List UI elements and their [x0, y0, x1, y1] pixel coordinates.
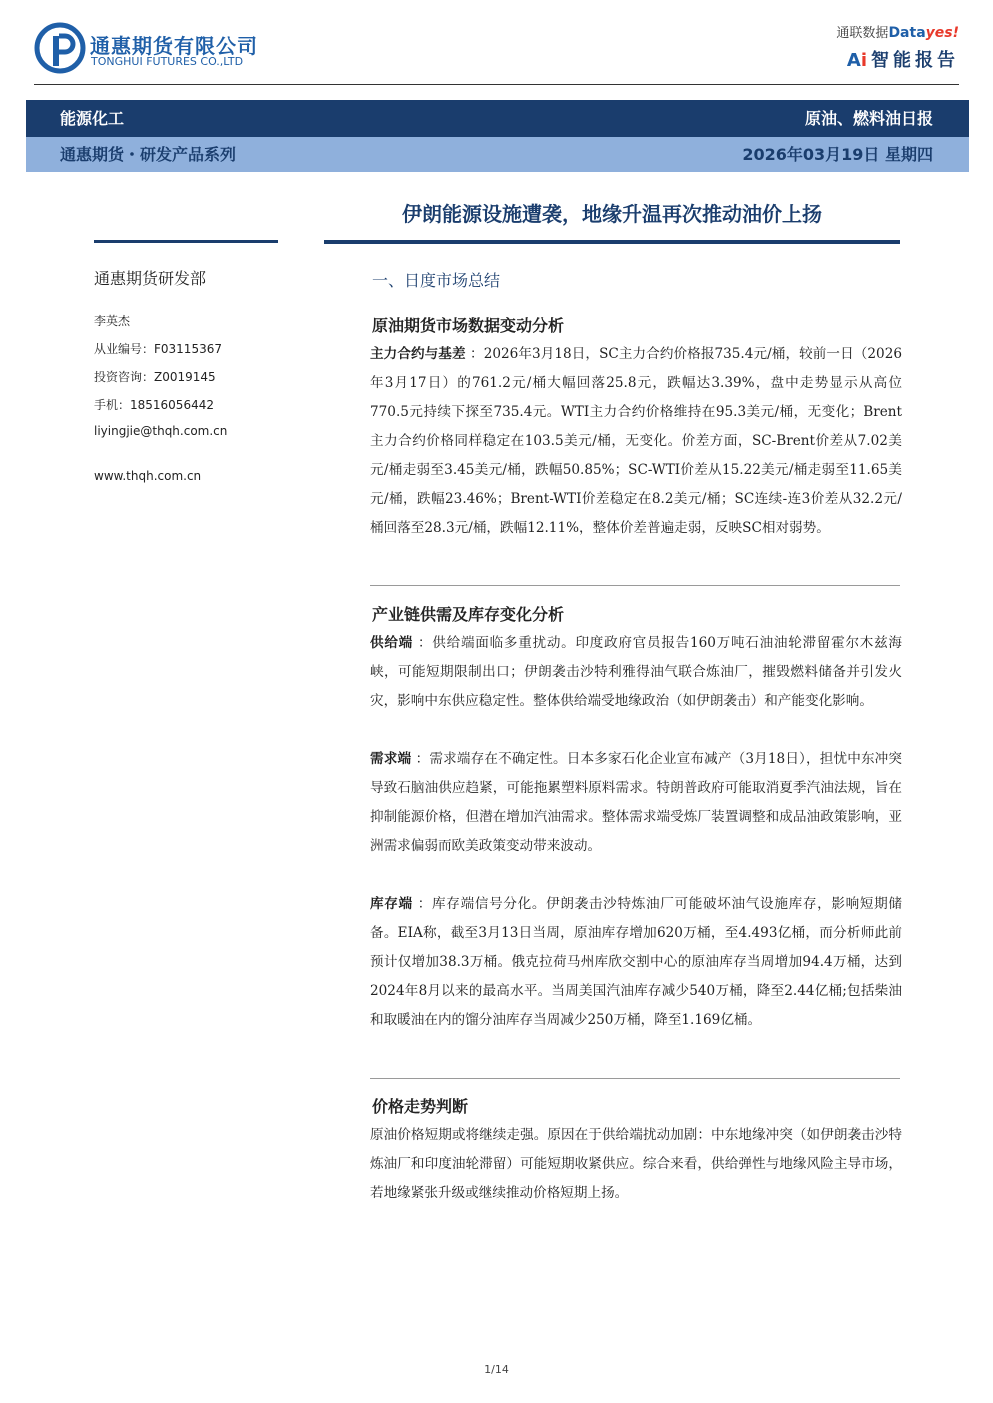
- inventory-lead: 库存端: [370, 896, 413, 912]
- datayes-yes: yes!: [925, 25, 959, 41]
- header-divider: [34, 84, 959, 85]
- datayes-brand: [836, 22, 959, 41]
- dept-name: 通惠期货研发部: [94, 269, 207, 288]
- crude-analysis-paragraph: [370, 340, 902, 543]
- inventory-text: ：库存端信号分化。伊朗袭击沙特炼油厂可能破坏油气设施库存，影响短期储备。EIA称，截至3月13日当周，原油库存增加620万桶，至4.493亿桶，而分析师此前预计仅增加38.3万桶。俄克拉荷马州库欣交割中心的原油库存当周增加94.4万桶，达到2024年8月以来的最高水平。当周美国汽油库存减少540万桶，降至2.44亿桶;包括柴油和取暖油在内的馏分油库存当周减少250万桶，降至1.169亿桶。: [370, 896, 903, 1028]
- section-divider: [370, 1078, 900, 1079]
- section-title: 一、日度市场总结: [372, 271, 501, 290]
- analyst-name: 李英杰: [94, 314, 131, 328]
- page-number: 1/14: [484, 1363, 509, 1376]
- sector-label: 能源化工: [60, 109, 125, 128]
- ai-report-brand: [847, 46, 959, 72]
- demand-lead: 需求端: [370, 751, 412, 767]
- crude-analysis-title: 原油期货市场数据变动分析: [372, 316, 565, 335]
- report-type-label: 原油、燃料油日报: [804, 109, 933, 128]
- report-headline: 伊朗能源设施遭袭，地缘升温再次推动油价上扬: [402, 202, 822, 226]
- ai-report-label: 智能报告: [871, 50, 959, 71]
- datayes-data: Data: [888, 25, 926, 41]
- section-divider: [370, 585, 900, 586]
- outlook-paragraph: 原油价格短期或将继续走强。原因在于供给端扰动加剧：中东地缘冲突（如伊朗袭击沙特炼油厂和印度油轮滞留）可能短期收紧供应。综合来看，供给弹性与地缘风险主导市场，若地缘紧张升级或继续推动价格短期上扬。: [370, 1127, 902, 1201]
- crude-text: ：2026年3月18日，SC主力合约价格报735.4元/桶，较前一日（2026年3月17日）的761.2元/桶大幅回落25.8元，跌幅达3.39%，盘中走势显示从高位770.5元持续下探至735.4元。WTI主力合约价格维持在95.3美元/桶，无变化；Brent主力合约价格同样稳定在103.5美元/桶，无变化。价差方面，SC-Brent价差从7.02美元/桶走弱至3.45美元/桶，跌幅50.85%；SC-WTI价差从15.22美元/桶走弱至11.65美元/桶，跌幅23.46%；Brent-WTI价差稳定在8.2美元/桶；SC连续-连3价差从32.2元/桶回落至28.3元/桶，跌幅12.11%，整体价差普遍走弱，反映SC相对弱势。: [370, 346, 903, 536]
- chain-analysis-title: 产业链供需及库存变化分析: [372, 605, 565, 624]
- phone-number: 手机：18516056442: [94, 398, 214, 412]
- series-label: 通惠期货・研发产品系列: [60, 145, 237, 164]
- company-name-cn: 通惠期货有限公司: [90, 34, 258, 58]
- supply-lead: 供给端: [370, 635, 413, 651]
- inventory-paragraph: [370, 890, 902, 1035]
- email-link[interactable]: liyingjie@thqh.com.cn: [94, 424, 228, 438]
- category-bar: [26, 100, 969, 137]
- supply-paragraph: [370, 629, 902, 716]
- website-link[interactable]: www.thqh.com.cn: [94, 469, 202, 483]
- headline-rule: [324, 240, 900, 244]
- series-bar: [26, 137, 969, 172]
- demand-text: ：需求端存在不确定性。日本多家石化企业宣布减产（3月18日），担忧中东冲突导致石脑油供应趋紧，可能拖累塑料原料需求。特朗普政府可能取消夏季汽油法规，旨在抑制能源价格，但潜在增加汽油需求。整体需求端受炼厂装置调整和成品油政策影响，亚洲需求偏弱而欧美政策变动带来波动。: [370, 751, 903, 854]
- consult-number: 投资咨询：Z0019145: [94, 370, 216, 384]
- company-name-en: TONGHUI FUTURES CO.,LTD: [91, 55, 244, 68]
- license-number: 从业编号：F03115367: [94, 342, 222, 356]
- company-logo-icon: [34, 22, 86, 74]
- sidebar-rule: [94, 240, 278, 243]
- outlook-title: 价格走势判断: [372, 1097, 469, 1116]
- ai-mark-i: i: [860, 50, 871, 71]
- supply-text: ：供给端面临多重扰动。印度政府官员报告160万吨石油油轮滞留霍尔木兹海峡，可能短期限制出口；伊朗袭击沙特利雅得油气联合炼油厂，摧毁燃料储备并引发火灾，影响中东供应稳定性。整体供给端受地缘政治（如伊朗袭击）和产能变化影响。: [370, 635, 903, 709]
- datayes-cn: 通联数据: [836, 26, 889, 41]
- demand-paragraph: [370, 745, 902, 861]
- ai-mark-a: A: [846, 50, 861, 71]
- report-date: 2026年03月19日 星期四: [742, 145, 933, 164]
- crude-lead: 主力合约与基差: [370, 346, 466, 362]
